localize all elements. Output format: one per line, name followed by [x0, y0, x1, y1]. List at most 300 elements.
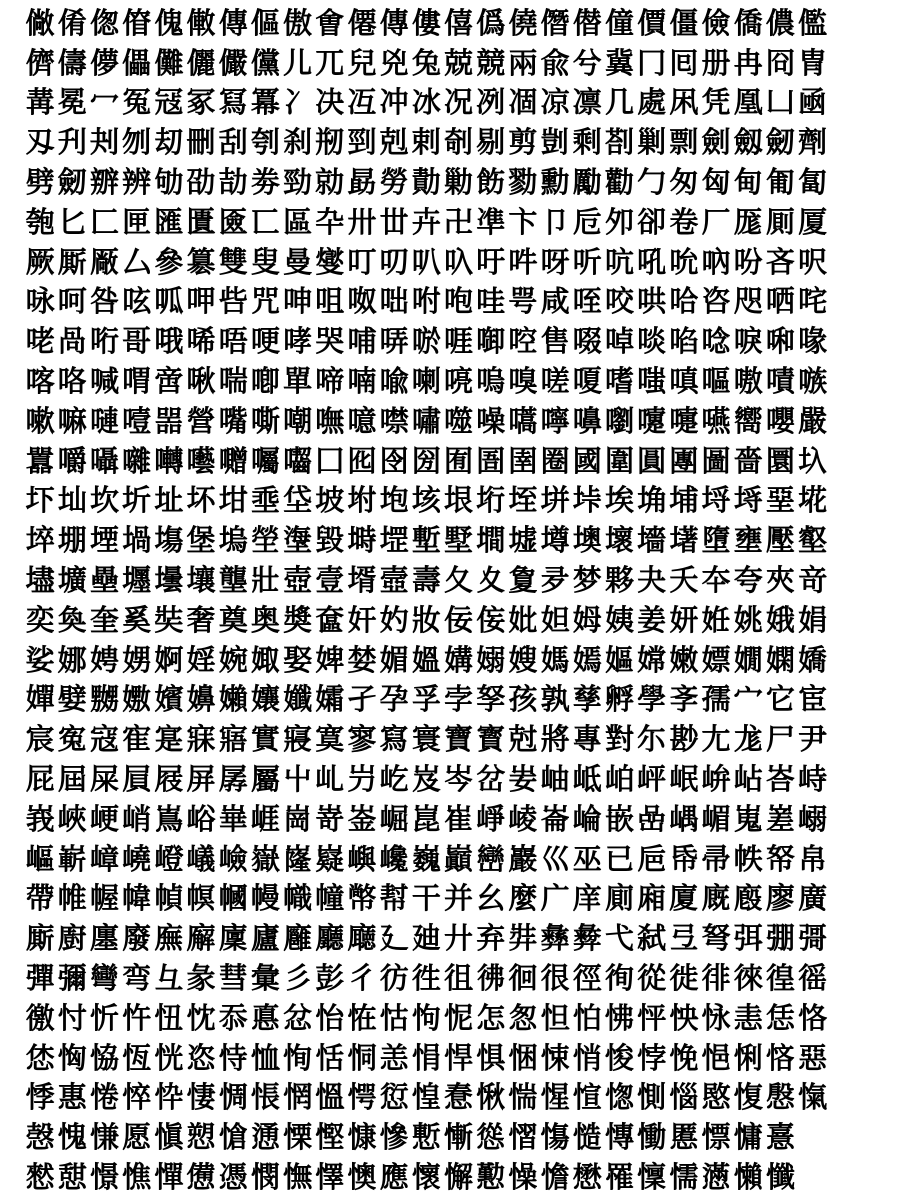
character-glyph: 慴: [508, 1120, 538, 1155]
character-glyph: 恍: [154, 1040, 184, 1075]
character-glyph: 辨: [122, 165, 152, 200]
character-glyph: 傀: [154, 5, 184, 40]
character-glyph: 帙: [733, 841, 763, 876]
character-glyph: 嶂: [89, 841, 119, 876]
character-glyph: 尸: [765, 722, 795, 757]
character-glyph: 坏: [186, 483, 216, 518]
character-glyph: 坎: [89, 483, 119, 518]
character-glyph: 咀: [315, 284, 345, 319]
character-glyph: 娥: [765, 602, 795, 637]
character-glyph: 凾: [798, 85, 828, 120]
character-glyph: 嵜: [315, 801, 345, 836]
character-glyph: 怺: [701, 1000, 731, 1035]
character-glyph: 愍: [701, 1080, 731, 1115]
character-glyph: 悳: [250, 1000, 280, 1035]
character-glyph: 卻: [637, 204, 667, 239]
character-glyph: 屎: [89, 762, 119, 797]
character-glyph: 夭: [669, 563, 699, 598]
character-glyph: 孵: [604, 682, 634, 717]
character-glyph: 匳: [218, 204, 248, 239]
character-glyph: 凛: [572, 85, 602, 120]
character-glyph: 悍: [444, 1040, 474, 1075]
character-glyph: 坩: [218, 483, 248, 518]
character-glyph: 僑: [733, 5, 763, 40]
character-glyph: 堝: [122, 523, 152, 558]
character-glyph: 懋: [572, 1160, 602, 1194]
character-glyph: 幄: [89, 881, 119, 916]
character-glyph: 幗: [218, 881, 248, 916]
character-glyph: 嗔: [669, 364, 699, 399]
character-glyph: 廝: [25, 921, 55, 956]
character-glyph: 咫: [733, 284, 763, 319]
character-glyph: 嘯: [411, 403, 441, 438]
character-row: [24, 1078, 886, 1118]
character-glyph: 奚: [122, 602, 152, 637]
character-glyph: 恚: [733, 1000, 763, 1035]
character-glyph: 岫: [540, 762, 570, 797]
character-glyph: 嘶: [250, 403, 280, 438]
character-row: [24, 560, 886, 600]
character-glyph: 壤: [186, 563, 216, 598]
character-glyph: 孥: [476, 682, 506, 717]
character-glyph: 嚴: [798, 403, 828, 438]
character-glyph: 徨: [765, 961, 795, 996]
character-glyph: 徂: [444, 961, 474, 996]
character-glyph: 剪: [508, 125, 538, 160]
character-glyph: 怐: [411, 1000, 441, 1035]
character-glyph: 學: [637, 682, 667, 717]
character-glyph: 彜: [572, 921, 602, 956]
character-glyph: 廛: [89, 921, 119, 956]
character-glyph: 凉: [540, 85, 570, 120]
character-glyph: 憬: [89, 1160, 119, 1194]
character-glyph: 崕: [250, 801, 280, 836]
character-glyph: 吁: [476, 244, 506, 279]
character-glyph: 孀: [315, 682, 345, 717]
character-glyph: 廳: [315, 921, 345, 956]
character-glyph: 冫: [283, 85, 313, 120]
character-glyph: 巖: [508, 841, 538, 876]
character-glyph: 圍: [604, 443, 634, 478]
character-glyph: 囗: [315, 443, 345, 478]
character-glyph: 憔: [122, 1160, 152, 1194]
character-glyph: 尢: [701, 722, 731, 757]
character-glyph: 喘: [218, 364, 248, 399]
character-glyph: 彷: [379, 961, 409, 996]
character-glyph: 哮: [283, 324, 313, 359]
character-glyph: 堽: [379, 523, 409, 558]
character-glyph: 圸: [57, 483, 87, 518]
character-row: [24, 1157, 886, 1197]
character-glyph: 實: [250, 722, 280, 757]
character-glyph: 垓: [411, 483, 441, 518]
character-glyph: 咥: [572, 284, 602, 319]
character-glyph: 囘: [669, 45, 699, 80]
character-glyph: 嬖: [57, 682, 87, 717]
character-glyph: 叟: [250, 244, 280, 279]
character-glyph: 幢: [315, 881, 345, 916]
character-glyph: 哇: [476, 284, 506, 319]
character-glyph: 册: [701, 45, 731, 80]
character-glyph: 凰: [733, 85, 763, 120]
character-glyph: 呎: [798, 244, 828, 279]
character-glyph: 叨: [379, 244, 409, 279]
character-glyph: 啜: [572, 324, 602, 359]
character-glyph: 剴: [540, 125, 570, 160]
character-glyph: 刹: [283, 125, 313, 160]
character-glyph: 夂: [444, 563, 474, 598]
character-glyph: 嶝: [154, 841, 184, 876]
character-glyph: 咾: [25, 324, 55, 359]
character-glyph: 僂: [411, 5, 441, 40]
character-glyph: 廴: [379, 921, 409, 956]
character-glyph: 娚: [122, 642, 152, 677]
character-glyph: 徘: [701, 961, 731, 996]
character-glyph: 尅: [508, 722, 538, 757]
character-glyph: 垈: [283, 483, 313, 518]
character-glyph: 嘴: [218, 403, 248, 438]
character-glyph: 寞: [315, 722, 345, 757]
character-glyph: 懍: [637, 1160, 667, 1194]
character-glyph: 喃: [347, 364, 377, 399]
character-glyph: 孺: [701, 682, 731, 717]
character-glyph: 忱: [186, 1000, 216, 1035]
character-glyph: 屏: [186, 762, 216, 797]
character-glyph: 怛: [540, 1000, 570, 1035]
character-glyph: 匐: [798, 165, 828, 200]
character-glyph: 刮: [218, 125, 248, 160]
character-glyph: 决: [315, 85, 345, 120]
character-glyph: 娜: [57, 642, 87, 677]
character-glyph: 恊: [89, 1040, 119, 1075]
character-glyph: 愬: [186, 1120, 216, 1155]
character-glyph: 媼: [411, 642, 441, 677]
character-glyph: 奕: [25, 602, 55, 637]
character-glyph: 憇: [57, 1160, 87, 1194]
character-glyph: 卩: [540, 204, 570, 239]
character-glyph: 几: [604, 85, 634, 120]
character-glyph: 孑: [347, 682, 377, 717]
character-glyph: 懌: [315, 1160, 345, 1194]
character-glyph: 喙: [798, 324, 828, 359]
character-glyph: 咐: [411, 284, 441, 319]
character-glyph: 梦: [572, 563, 602, 598]
character-glyph: 寫: [379, 722, 409, 757]
character-glyph: 僵: [669, 5, 699, 40]
character-glyph: 匏: [25, 204, 55, 239]
character-glyph: 娉: [89, 642, 119, 677]
character-row: [24, 759, 886, 799]
character-glyph: 匍: [765, 165, 795, 200]
character-glyph: 垤: [508, 483, 538, 518]
character-glyph: 囿: [444, 443, 474, 478]
character-glyph: 吩: [733, 244, 763, 279]
character-glyph: 埀: [250, 483, 280, 518]
character-glyph: 咒: [250, 284, 280, 319]
character-glyph: 嬾: [218, 682, 248, 717]
character-glyph: 厥: [25, 244, 55, 279]
character-glyph: 彿: [476, 961, 506, 996]
character-glyph: 愼: [154, 1120, 184, 1155]
character-glyph: 甸: [733, 165, 763, 200]
character-glyph: 徑: [572, 961, 602, 996]
character-glyph: 恁: [765, 1000, 795, 1035]
character-glyph: 咨: [701, 284, 731, 319]
character-glyph: 惱: [669, 1080, 699, 1115]
character-glyph: 尓: [637, 722, 667, 757]
character-glyph: 慄: [283, 1120, 313, 1155]
character-glyph: 彖: [186, 961, 216, 996]
character-glyph: 囂: [25, 443, 55, 478]
character-glyph: 岷: [669, 762, 699, 797]
character-row: [24, 600, 886, 640]
character-row: [24, 282, 886, 322]
character-glyph: 怩: [444, 1000, 474, 1035]
character-glyph: 嗟: [540, 364, 570, 399]
character-glyph: 勗: [347, 165, 377, 200]
character-glyph: 彑: [154, 961, 184, 996]
character-glyph: 悵: [250, 1080, 280, 1115]
character-glyph: 呟: [122, 284, 152, 319]
character-glyph: 怕: [572, 1000, 602, 1035]
character-glyph: 惠: [57, 1080, 87, 1115]
character-glyph: 冪: [250, 85, 280, 120]
character-row: [24, 481, 886, 521]
character-glyph: 恫: [347, 1040, 377, 1075]
character-glyph: 囀: [154, 443, 184, 478]
character-glyph: 恙: [379, 1040, 409, 1075]
character-glyph: 劔: [733, 125, 763, 160]
character-glyph: 愴: [218, 1120, 248, 1155]
character-glyph: 嫐: [122, 682, 152, 717]
character-glyph: 妣: [508, 602, 538, 637]
character-glyph: 嫻: [765, 642, 795, 677]
character-glyph: 恣: [186, 1040, 216, 1075]
character-glyph: 兔: [411, 45, 441, 80]
character-glyph: 對: [604, 722, 634, 757]
character-glyph: 匈: [701, 165, 731, 200]
character-glyph: 剌: [411, 125, 441, 160]
character-glyph: 兪: [540, 45, 570, 80]
character-glyph: 啗: [669, 324, 699, 359]
character-glyph: 媽: [540, 642, 570, 677]
character-glyph: 哭: [315, 324, 345, 359]
character-glyph: 嬋: [25, 682, 55, 717]
character-glyph: 慙: [411, 1120, 441, 1155]
character-glyph: 尹: [798, 722, 828, 757]
character-glyph: 冉: [733, 45, 763, 80]
character-glyph: 劬: [154, 165, 184, 200]
character-glyph: 并: [444, 881, 474, 916]
character-glyph: 僖: [444, 5, 474, 40]
character-glyph: 哥: [122, 324, 152, 359]
character-glyph: 懆: [508, 1160, 538, 1194]
character-glyph: 囃: [122, 443, 152, 478]
character-glyph: 奢: [186, 602, 216, 637]
character-glyph: 吽: [508, 244, 538, 279]
character-glyph: 寇: [89, 722, 119, 757]
character-glyph: 帛: [798, 841, 828, 876]
character-glyph: 悄: [572, 1040, 602, 1075]
character-glyph: 斈: [669, 682, 699, 717]
character-glyph: 唹: [411, 324, 441, 359]
character-glyph: 廏: [733, 881, 763, 916]
character-glyph: 厦: [798, 204, 828, 239]
character-glyph: 堊: [765, 483, 795, 518]
character-glyph: 傲: [283, 5, 313, 40]
character-glyph: 丗: [379, 204, 409, 239]
character-glyph: 刋: [57, 125, 87, 160]
character-glyph: 婉: [218, 642, 248, 677]
character-glyph: 埔: [669, 483, 699, 518]
character-glyph: 忖: [57, 1000, 87, 1035]
character-glyph: 卉: [411, 204, 441, 239]
character-glyph: 僌: [186, 5, 216, 40]
character-glyph: 彝: [540, 921, 570, 956]
character-glyph: 圦: [798, 443, 828, 478]
character-glyph: 嫖: [701, 642, 731, 677]
character-glyph: 剩: [572, 125, 602, 160]
character-glyph: 塋: [250, 523, 280, 558]
character-glyph: 悸: [25, 1080, 55, 1115]
character-glyph: 妲: [540, 602, 570, 637]
character-glyph: 廣: [798, 881, 828, 916]
character-glyph: 很: [540, 961, 570, 996]
character-glyph: 愾: [798, 1080, 828, 1115]
character-glyph: 惓: [89, 1080, 119, 1115]
character-glyph: 奠: [218, 602, 248, 637]
character-glyph: 囮: [347, 443, 377, 478]
character-glyph: 剳: [604, 125, 634, 160]
character-glyph: 怦: [637, 1000, 667, 1035]
character-glyph: 冕: [57, 85, 87, 120]
character-glyph: 塲: [154, 523, 184, 558]
character-glyph: 囹: [379, 443, 409, 478]
character-row: [24, 202, 886, 242]
character-glyph: 壜: [154, 563, 184, 598]
character-glyph: 墅: [444, 523, 474, 558]
character-glyph: 埓: [733, 483, 763, 518]
character-glyph: 慯: [540, 1120, 570, 1155]
character-glyph: 嘸: [315, 403, 345, 438]
character-row: [24, 958, 886, 998]
character-glyph: 叮: [347, 244, 377, 279]
character-glyph: 呻: [283, 284, 313, 319]
character-glyph: 悴: [122, 1080, 152, 1115]
character-glyph: 壽: [411, 563, 441, 598]
character-glyph: 壙: [57, 563, 87, 598]
character-glyph: 寢: [283, 722, 313, 757]
character-glyph: 僊: [347, 5, 377, 40]
character-glyph: 忰: [154, 1080, 184, 1115]
character-glyph: 姙: [701, 602, 731, 637]
character-glyph: 團: [669, 443, 699, 478]
character-glyph: 幎: [186, 881, 216, 916]
character-glyph: 恪: [798, 1000, 828, 1035]
character-glyph: 孛: [444, 682, 474, 717]
character-glyph: 吮: [669, 244, 699, 279]
character-glyph: 剄: [347, 125, 377, 160]
character-glyph: 嶼: [347, 841, 377, 876]
character-glyph: 坿: [347, 483, 377, 518]
character-glyph: 墻: [637, 523, 667, 558]
character-glyph: 偬: [89, 5, 119, 40]
character-glyph: 嫩: [669, 642, 699, 677]
character-glyph: 曼: [283, 244, 313, 279]
character-glyph: 厠: [765, 204, 795, 239]
character-glyph: 愕: [347, 1080, 377, 1115]
character-glyph: 慊: [89, 1120, 119, 1155]
character-glyph: 啌: [508, 324, 538, 359]
character-glyph: 彈: [25, 961, 55, 996]
character-glyph: 啣: [476, 324, 506, 359]
character-glyph: 姨: [604, 602, 634, 637]
character-glyph: 叺: [444, 244, 474, 279]
character-glyph: 壑: [798, 523, 828, 558]
character-row: [24, 799, 886, 839]
character-glyph: 忸: [154, 1000, 184, 1035]
character-glyph: 宸: [25, 722, 55, 757]
character-glyph: 憺: [540, 1160, 570, 1194]
character-glyph: 妝: [411, 602, 441, 637]
character-glyph: 劵: [250, 165, 280, 200]
character-glyph: 噬: [444, 403, 474, 438]
character-glyph: 寉: [122, 722, 152, 757]
character-glyph: 妍: [669, 602, 699, 637]
character-glyph: 憑: [218, 1160, 248, 1194]
character-glyph: 匚: [89, 204, 119, 239]
character-glyph: 嗄: [572, 364, 602, 399]
character-glyph: 堡: [186, 523, 216, 558]
character-glyph: 吶: [701, 244, 731, 279]
character-glyph: 厰: [89, 244, 119, 279]
character-glyph: 圉: [508, 443, 538, 478]
character-glyph: 僣: [572, 5, 602, 40]
character-glyph: 岌: [411, 762, 441, 797]
character-glyph: 嶮: [218, 841, 248, 876]
character-glyph: 勳: [540, 165, 570, 200]
character-glyph: 慚: [444, 1120, 474, 1155]
character-glyph: 怱: [508, 1000, 538, 1035]
character-glyph: 儺: [154, 45, 184, 80]
character-glyph: 岾: [733, 762, 763, 797]
character-row: [24, 83, 886, 123]
character-row: [24, 879, 886, 919]
character-glyph: 勞: [379, 165, 409, 200]
character-glyph: 弩: [701, 921, 731, 956]
character-glyph: 夛: [540, 563, 570, 598]
character-glyph: 刪: [186, 125, 216, 160]
character-glyph: 嵬: [733, 801, 763, 836]
character-row: [24, 242, 886, 282]
character-glyph: 忤: [122, 1000, 152, 1035]
character-glyph: 悁: [411, 1040, 441, 1075]
character-glyph: 竒: [798, 563, 828, 598]
character-glyph: 徃: [411, 961, 441, 996]
character-glyph: 嶬: [186, 841, 216, 876]
character-glyph: 冏: [765, 45, 795, 80]
character-glyph: 雙: [218, 244, 248, 279]
character-glyph: 宦: [798, 682, 828, 717]
character-glyph: 佞: [444, 602, 474, 637]
character-glyph: 壟: [218, 563, 248, 598]
character-glyph: 广: [540, 881, 570, 916]
character-glyph: 孩: [508, 682, 538, 717]
character-glyph: 峅: [701, 762, 731, 797]
character-glyph: 凅: [508, 85, 538, 120]
character-glyph: 嚥: [701, 403, 731, 438]
character-glyph: 嚆: [508, 403, 538, 438]
